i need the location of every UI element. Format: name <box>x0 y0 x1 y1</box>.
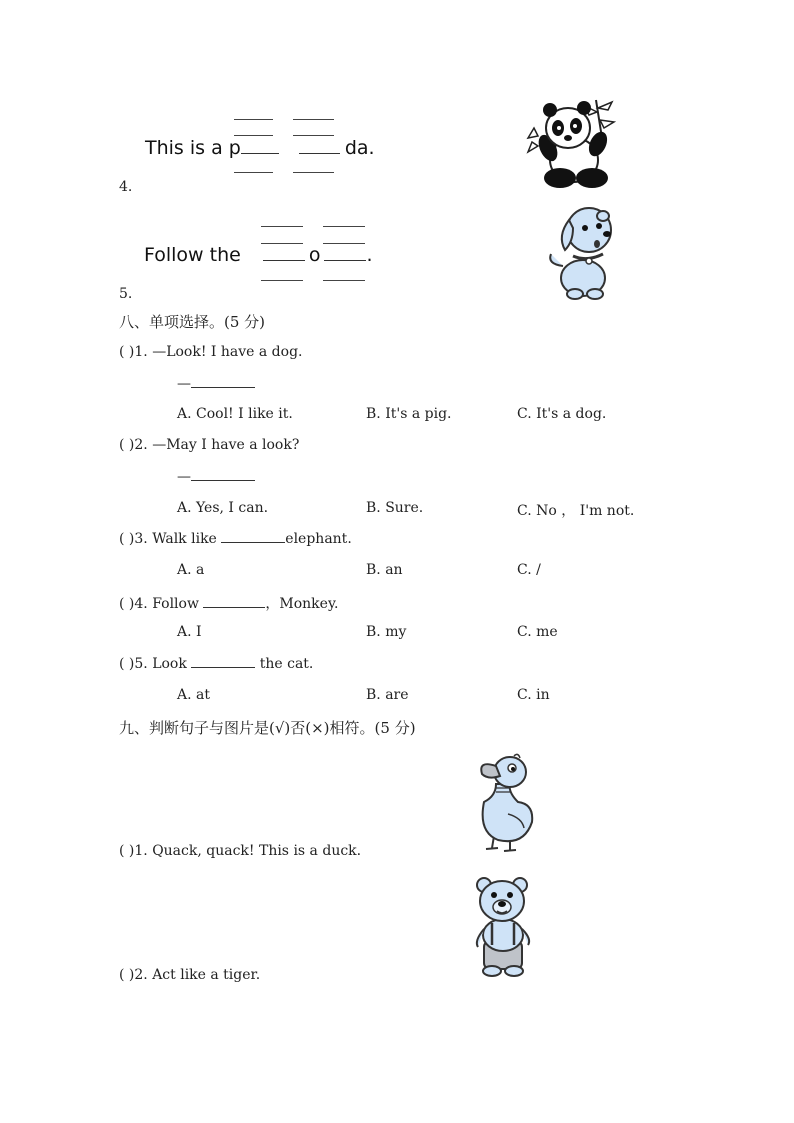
s9-q2-line <box>119 967 260 983</box>
q5-sentence <box>144 244 373 266</box>
s9-q1-text: Quack, quack! This is a duck. <box>152 843 362 859</box>
answer-blank[interactable] <box>191 480 255 481</box>
s8-q4-line: ( )4. Follow ，Monkey. <box>119 596 339 612</box>
guide-line <box>261 226 303 227</box>
s8-q3-line: ( )3. Walk like elephant. <box>119 531 352 547</box>
s8-q4-option-b: B. my <box>366 624 407 640</box>
s9-q2-text: Act like a tiger. <box>152 967 261 983</box>
q4-text-after: da. <box>344 137 375 159</box>
s8-q3-option-c: C. / <box>517 562 541 578</box>
panda-picture <box>526 98 616 192</box>
answer-paren[interactable]: ( )2. <box>119 437 148 453</box>
answer-paren[interactable]: ( )1. <box>119 843 148 859</box>
s8-q5-option-a: A. at <box>177 687 210 703</box>
q5-text-after: . <box>366 244 373 266</box>
dog-picture <box>545 206 621 302</box>
answer-paren[interactable]: ( )5. <box>119 656 148 672</box>
answer-paren[interactable]: ( )4. <box>119 596 148 612</box>
s8-q2-stem: —May I have a look? <box>152 437 300 453</box>
guide-line <box>261 280 303 281</box>
s8-q4-option-a: A. I <box>177 624 202 640</box>
s8-q2-answer: — <box>177 469 255 485</box>
q4-text-before: This is a p <box>145 137 241 159</box>
s8-q1-stem: —Look! I have a dog. <box>152 344 303 360</box>
s8-q1-line <box>119 344 303 360</box>
s8-q2-option-b: B. Sure. <box>366 500 424 516</box>
guide-line <box>293 135 334 136</box>
s8-q3-option-a: A. a <box>177 562 205 578</box>
s8-q5-option-c: C. in <box>517 687 550 703</box>
q5-blank-2[interactable] <box>324 260 366 261</box>
answer-paren[interactable]: ( )3. <box>119 531 148 547</box>
guide-line <box>234 172 273 173</box>
s8-q5-option-b: B. are <box>366 687 409 703</box>
q4-number: 4. <box>119 179 133 195</box>
s8-q1-answer: — <box>177 376 255 392</box>
s8-q3-option-b: B. an <box>366 562 403 578</box>
s8-q4-option-c: C. me <box>517 624 558 640</box>
s8-q1-option-b: B. It's a pig. <box>366 406 452 422</box>
section-8-title: 八、单项选择。(5 分) <box>119 313 266 331</box>
q4-blank-2[interactable] <box>299 153 340 154</box>
s8-q2-option-a: A. Yes, I can. <box>177 500 269 516</box>
section-9-title: 九、判断句子与图片是(√)否(×)相符。(5 分) <box>119 719 416 737</box>
answer-paren[interactable]: ( )1. <box>119 344 148 360</box>
s8-q2-line <box>119 437 299 453</box>
q4-blank-1[interactable] <box>241 153 279 154</box>
guide-line <box>234 119 273 120</box>
s8-q5-line: ( )5. Look the cat. <box>119 656 314 672</box>
answer-paren[interactable]: ( )2. <box>119 967 148 983</box>
s8-q1-option-c: C. It's a dog. <box>517 406 607 422</box>
q5-number: 5. <box>119 286 133 302</box>
q5-text-middle: o <box>308 244 321 266</box>
s8-q2-option-c: C. No ， I'm not. <box>517 503 635 519</box>
answer-blank[interactable] <box>191 387 255 388</box>
guide-line <box>234 135 273 136</box>
bear-picture <box>470 875 536 979</box>
guide-line <box>293 119 334 120</box>
q4-sentence <box>145 137 375 159</box>
q5-blank-1[interactable] <box>263 260 305 261</box>
q5-text-before: Follow the <box>144 244 241 266</box>
s9-q1-line <box>119 843 361 859</box>
s8-q1-option-a: A. Cool! I like it. <box>177 406 293 422</box>
answer-blank[interactable] <box>191 667 255 668</box>
duck-picture <box>474 752 536 854</box>
answer-blank[interactable] <box>203 607 265 608</box>
answer-blank[interactable] <box>221 542 285 543</box>
guide-line <box>293 172 334 173</box>
guide-line <box>323 280 365 281</box>
guide-line <box>323 226 365 227</box>
